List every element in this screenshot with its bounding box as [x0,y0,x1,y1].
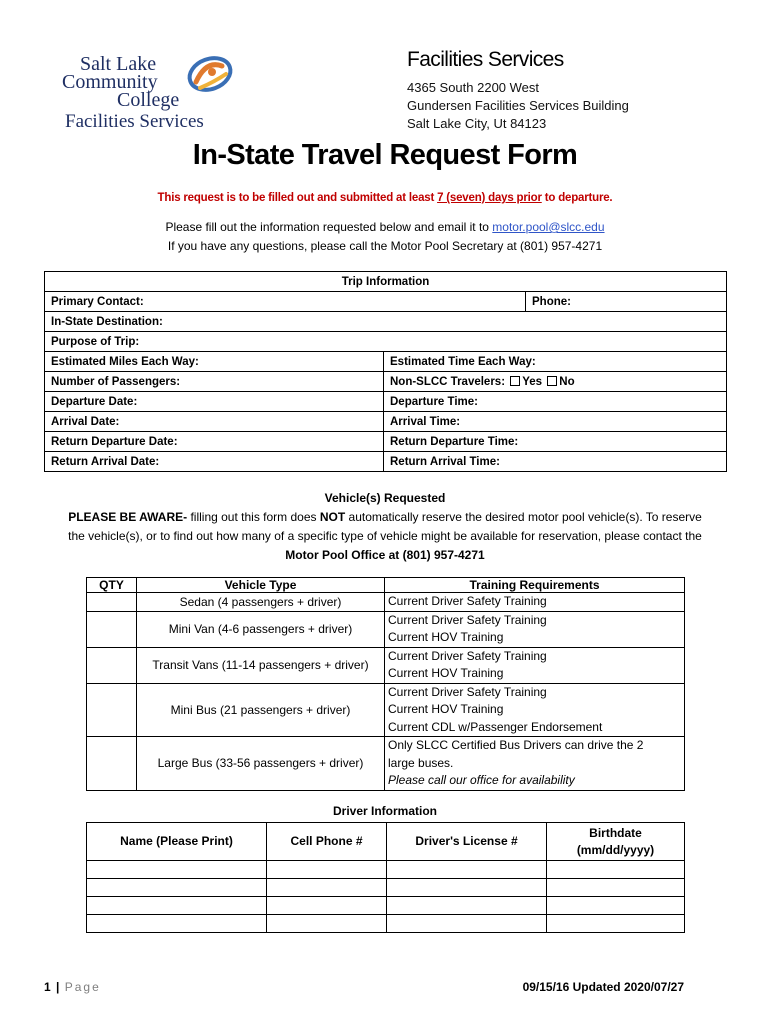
vehicle-row [87,611,685,647]
deadline-emphasis: 7 (seven) days prior [437,192,542,204]
logo-line-1: Salt Lake [80,53,157,75]
department-title: Facilities Services [407,48,564,71]
training-req: Only SLCC Certified Bus Drivers can drive the 2 large buses. Please call our office for availability [385,737,685,791]
driver-table [86,822,685,933]
destination-field[interactable]: In-State Destination: [45,312,727,332]
driver-birthdate-input[interactable] [547,861,685,879]
phone-field[interactable]: Phone: [526,292,727,312]
driver-birthdate-input[interactable] [547,897,685,915]
vehicle-row [87,593,685,612]
page-number: 1 | Page [44,980,101,994]
training-req: Current Driver Safety Training [385,593,685,612]
drivers-heading: Driver Information [332,804,437,818]
address-line-2: Gundersen Facilities Services Building [407,98,629,113]
training-req: Current Driver Safety Training Current HOV Training [385,647,685,683]
logo-line-2: Community [62,71,158,93]
primary-contact-field[interactable]: Primary Contact: [45,292,526,312]
qty-input[interactable] [87,593,137,612]
departure-date-field[interactable]: Departure Date: [45,392,384,412]
time-each-way-field[interactable]: Estimated Time Each Way: [384,352,727,372]
qty-input[interactable] [87,611,137,647]
logo-swirl-icon [182,52,237,102]
slcc-logo [62,52,237,137]
purpose-field[interactable]: Purpose of Trip: [45,332,727,352]
phone-instructions: If you have any questions, please call the Motor Pool Secretary at (801) 957-4271 [167,239,603,253]
vehicle-row [87,647,685,683]
return-arrival-time-field[interactable]: Return Arrival Time: [384,452,727,472]
passengers-field[interactable]: Number of Passengers: [45,372,384,392]
driver-row [87,915,685,933]
vehicle-type: Transit Vans (11-14 passengers + driver) [137,647,385,683]
updated-date: 09/15/16 Updated 2020/07/27 [522,980,684,994]
driver-phone-input[interactable] [267,879,387,897]
aware-line-2: the vehicle(s), or to find out how many of a specific type of vehicle might be available for reservation, please contact the [68,529,702,543]
vehicle-type: Mini Bus (21 passengers + driver) [137,683,385,737]
driver-license-input[interactable] [387,861,547,879]
vehicle-type: Large Bus (33-56 passengers + driver) [137,737,385,791]
vehicle-type: Mini Van (4-6 passengers + driver) [137,611,385,647]
driver-license-input[interactable] [387,897,547,915]
col-cell-phone: Cell Phone # [267,823,387,861]
qty-input[interactable] [87,737,137,791]
vehicle-table [86,577,685,791]
return-arrival-date-field[interactable]: Return Arrival Date: [45,452,384,472]
driver-row [87,897,685,915]
deadline-notice: This request is to be filled out and submitted at least 7 (seven) days prior to departure. [157,192,613,204]
training-req: Current Driver Safety Training Current HOV Training [385,611,685,647]
driver-row [87,861,685,879]
availability-note: Please call our office for availability [388,773,575,787]
yes-checkbox[interactable] [510,376,520,386]
driver-birthdate-input[interactable] [547,879,685,897]
driver-birthdate-input[interactable] [547,915,685,933]
return-departure-time-field[interactable]: Return Departure Time: [384,432,727,452]
vehicle-row [87,737,685,791]
driver-name-input[interactable] [87,915,267,933]
training-req: Current Driver Safety Training Current HOV Training Current CDL w/Passenger Endorsement [385,683,685,737]
vehicles-heading: Vehicle(s) Requested [324,491,446,505]
driver-license-input[interactable] [387,915,547,933]
col-training: Training Requirements [385,578,685,593]
email-instructions: Please fill out the information requested below and email it to motor.pool@slcc.edu [165,220,605,234]
driver-phone-input[interactable] [267,861,387,879]
driver-row [87,879,685,897]
email-link[interactable]: motor.pool@slcc.edu [492,220,605,234]
departure-time-field[interactable]: Departure Time: [384,392,727,412]
non-slcc-travelers-field: Non-SLCC Travelers: Yes No [384,372,727,392]
address-line-3: Salt Lake City, Ut 84123 [407,116,547,131]
logo-line-3: College [117,89,180,111]
driver-license-input[interactable] [387,879,547,897]
vehicle-type: Sedan (4 passengers + driver) [137,593,385,612]
col-name: Name (Please Print) [87,823,267,861]
trip-heading: Trip Information [45,272,727,292]
col-qty: QTY [87,578,137,593]
arrival-date-field[interactable]: Arrival Date: [45,412,384,432]
qty-input[interactable] [87,683,137,737]
address-line-1: 4365 South 2200 West [407,80,540,95]
qty-input[interactable] [87,647,137,683]
trip-information-table [44,271,727,472]
driver-phone-input[interactable] [267,915,387,933]
driver-name-input[interactable] [87,879,267,897]
form-title: In-State Travel Request Form [192,139,578,171]
driver-name-input[interactable] [87,897,267,915]
aware-line-3: Motor Pool Office at (801) 957-4271 [285,548,485,562]
vehicle-row [87,683,685,737]
col-license: Driver's License # [387,823,547,861]
no-checkbox[interactable] [547,376,557,386]
col-vehicle-type: Vehicle Type [137,578,385,593]
aware-line-1: PLEASE BE AWARE- filling out this form does NOT automatically reserve the desired motor pool vehicle(s). To reserve [68,510,702,524]
return-departure-date-field[interactable]: Return Departure Date: [45,432,384,452]
arrival-time-field[interactable]: Arrival Time: [384,412,727,432]
col-birthdate: Birthdate (mm/dd/yyyy) [547,823,685,861]
driver-name-input[interactable] [87,861,267,879]
miles-field[interactable]: Estimated Miles Each Way: [45,352,384,372]
driver-phone-input[interactable] [267,897,387,915]
logo-line-4: Facilities Services [65,111,204,132]
